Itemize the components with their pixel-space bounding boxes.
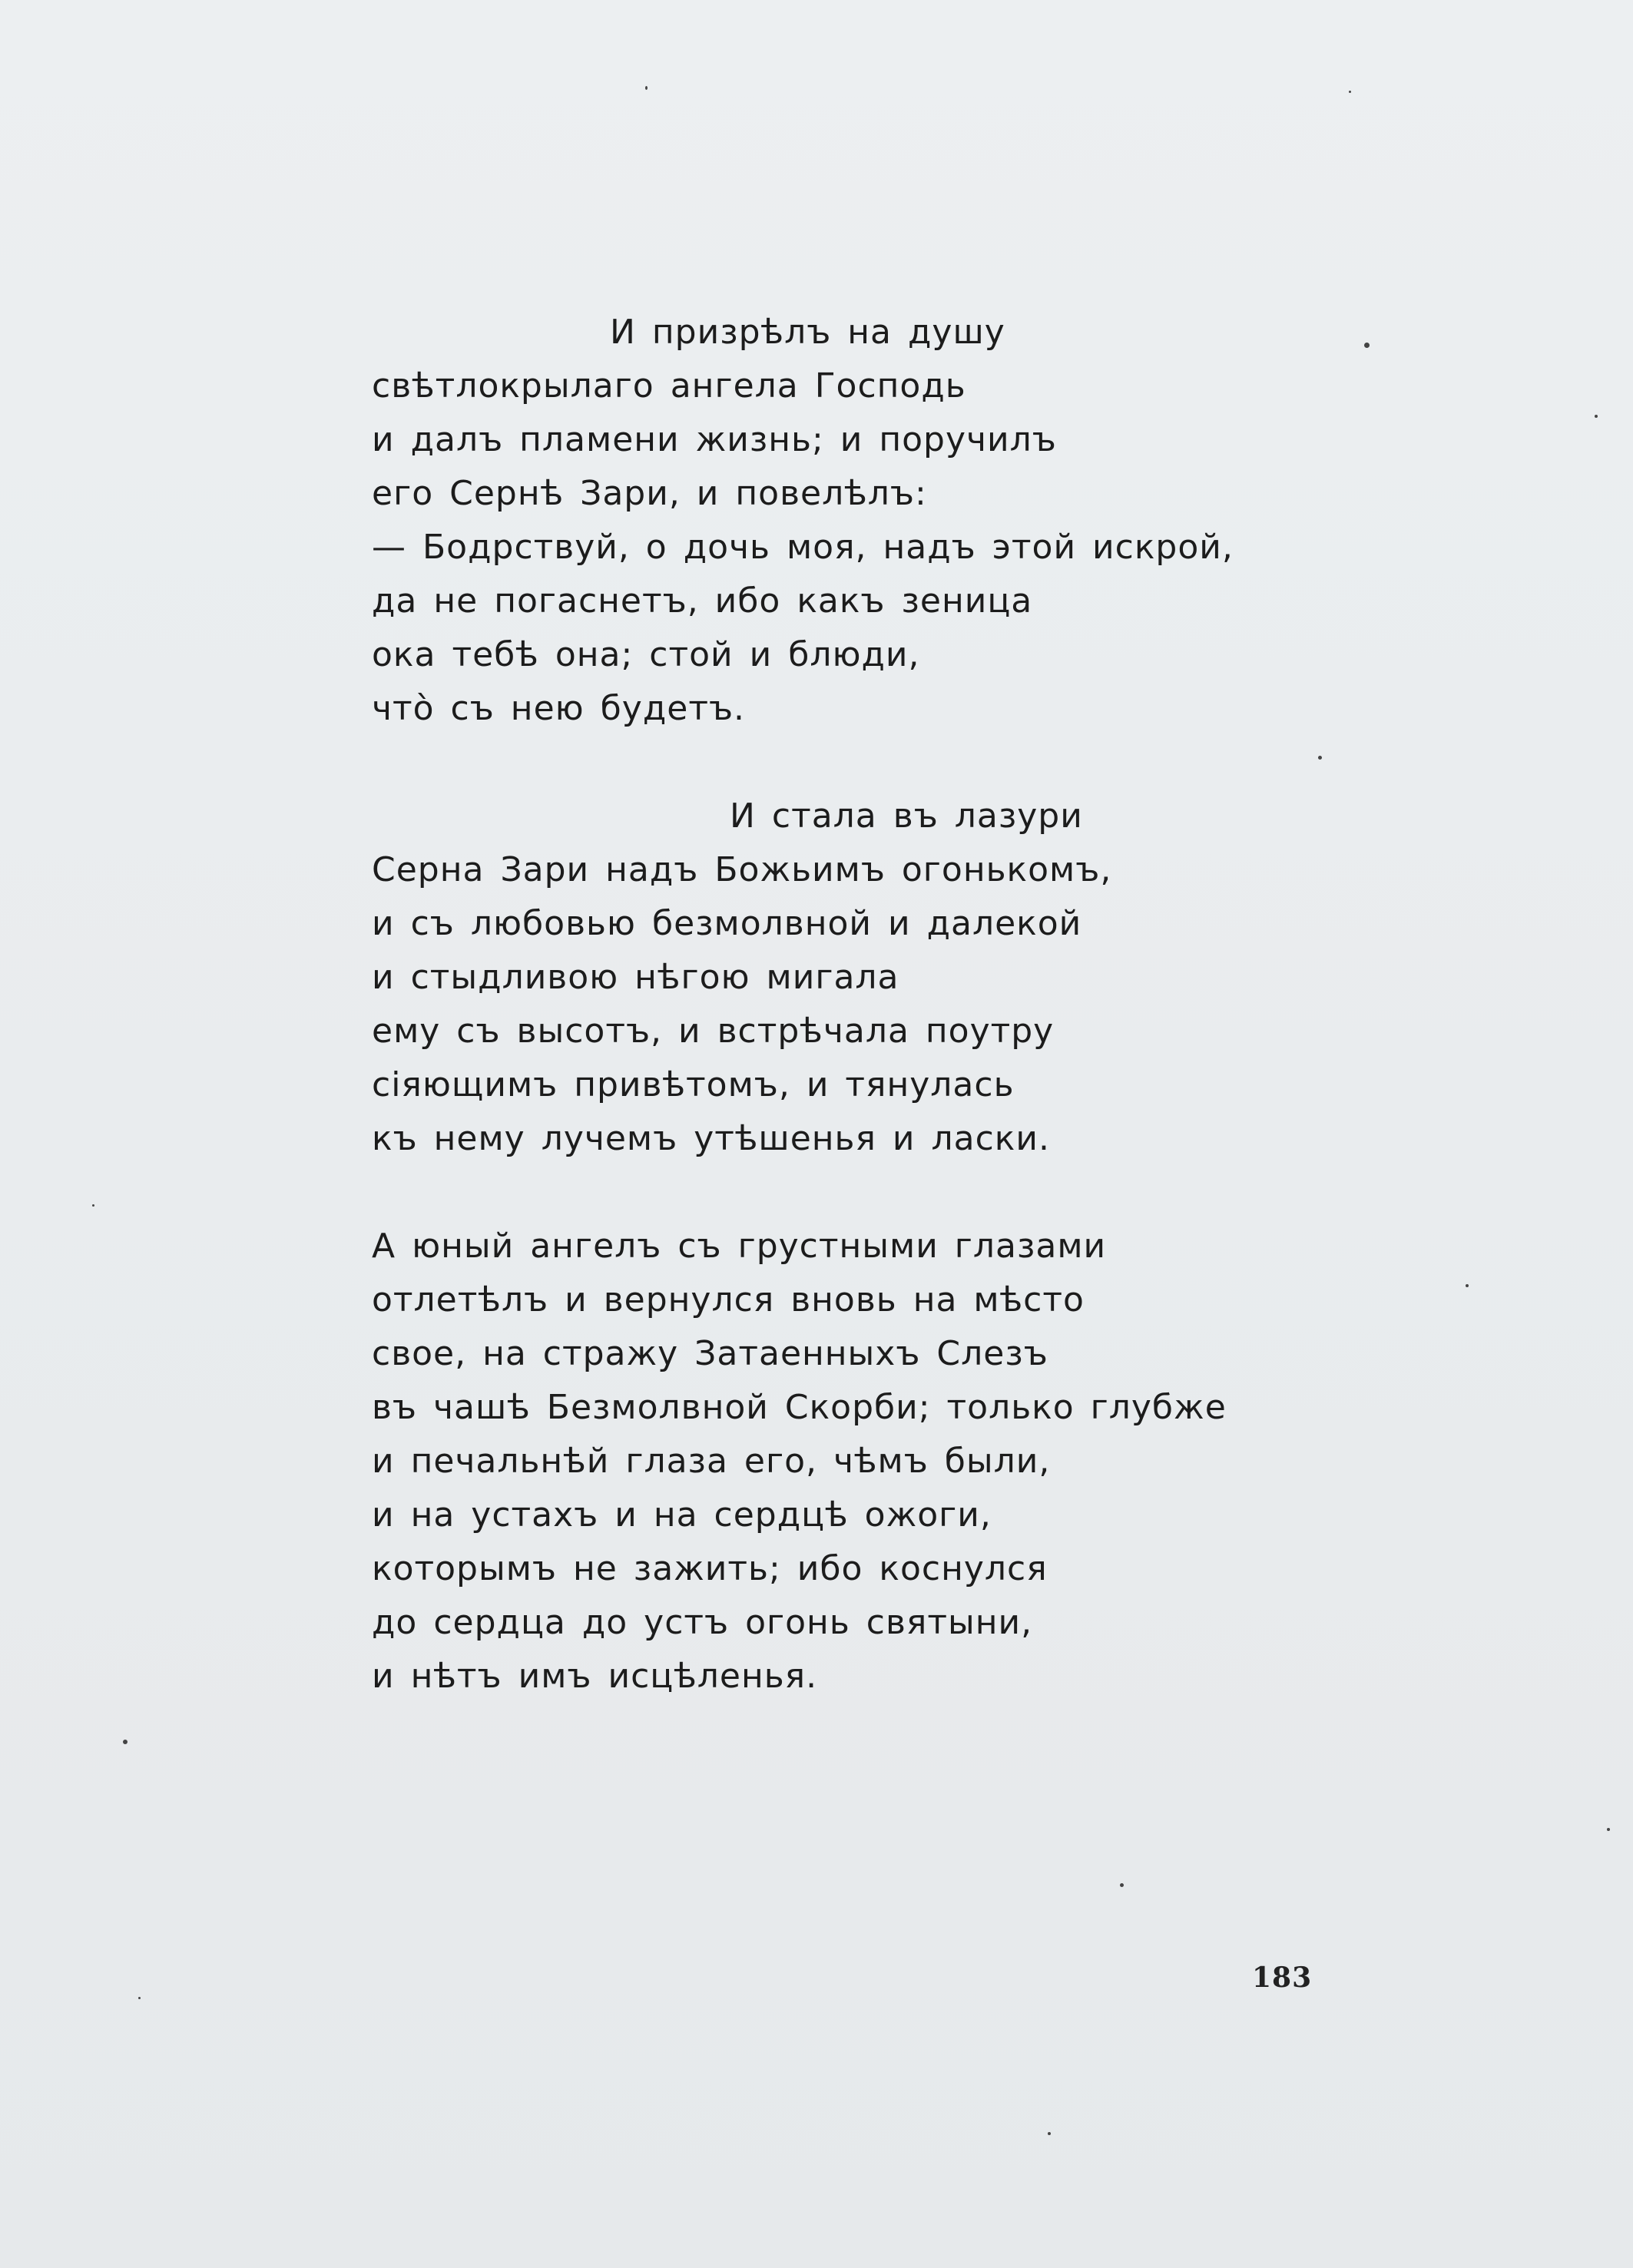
poem-line: Серна Зари надъ Божьимъ огонькомъ, xyxy=(372,850,1112,889)
poem-line: да не погаснетъ, ибо какъ зеница xyxy=(372,581,1033,621)
paper-speck xyxy=(1120,1883,1124,1887)
paper-speck xyxy=(1318,756,1322,760)
poem-line: И призрѣлъ на душу xyxy=(610,313,1005,352)
poem-line: до сердца до устъ огонь святыни, xyxy=(372,1603,1033,1642)
poem-line: его Сернѣ Зари, и повелѣлъ: xyxy=(372,474,927,513)
poem-line: свое, на стражу Затаенныхъ Слезъ xyxy=(372,1334,1048,1373)
page-number: 183 xyxy=(1252,1962,1313,1994)
poem-line: и нѣтъ имъ исцѣленья. xyxy=(372,1657,818,1696)
poem-line: сіяющимъ привѣтомъ, и тянулась xyxy=(372,1065,1015,1104)
paper-speck xyxy=(1607,1828,1610,1831)
paper-speck xyxy=(1349,91,1351,93)
poem-line: и далъ пламени жизнь; и поручилъ xyxy=(372,420,1057,459)
paper-speck xyxy=(1466,1284,1469,1287)
poem-line: которымъ не зажить; ибо коснулся xyxy=(372,1549,1048,1588)
poem-line: ока тебѣ она; стой и блюди, xyxy=(372,635,920,674)
poem-line: свѣтлокрылаго ангела Господь xyxy=(372,366,966,406)
poem-line: и стыдливою нѣгою мигала xyxy=(372,958,899,997)
paper-speck xyxy=(1364,343,1370,348)
poem-line: и печальнѣй глаза его, чѣмъ были, xyxy=(372,1442,1051,1481)
poem-line: ему съ высотъ, и встрѣчала поутру xyxy=(372,1011,1055,1051)
poem-line: въ чашѣ Безмолвной Скорби; только глубже xyxy=(372,1388,1227,1427)
poem-line: къ нему лучемъ утѣшенья и ласки. xyxy=(372,1119,1050,1158)
paper-speck xyxy=(1048,2132,1051,2135)
poem-line: — Бодрствуй, о дочь моя, надъ этой искрой, xyxy=(372,528,1234,567)
poem-line: И стала въ лазури xyxy=(730,796,1083,836)
poem-line: что̀ съ нею будетъ. xyxy=(372,689,746,728)
stanza-2 xyxy=(372,790,1293,1166)
paper-speck xyxy=(123,1740,128,1744)
paper-speck xyxy=(645,86,648,90)
paper-speck xyxy=(138,1997,141,1999)
poem-line: и съ любовью безмолвной и далекой xyxy=(372,904,1082,943)
stanza-3 xyxy=(372,1220,1293,1703)
paper-speck xyxy=(92,1204,94,1207)
poem-line: отлетѣлъ и вернулся вновь на мѣсто xyxy=(372,1280,1085,1319)
paper-speck xyxy=(1595,415,1598,418)
poem-line: и на устахъ и на сердцѣ ожоги, xyxy=(372,1495,992,1535)
poem-line: А юный ангелъ съ грустными глазами xyxy=(372,1227,1107,1266)
stanza-1 xyxy=(372,306,1293,736)
